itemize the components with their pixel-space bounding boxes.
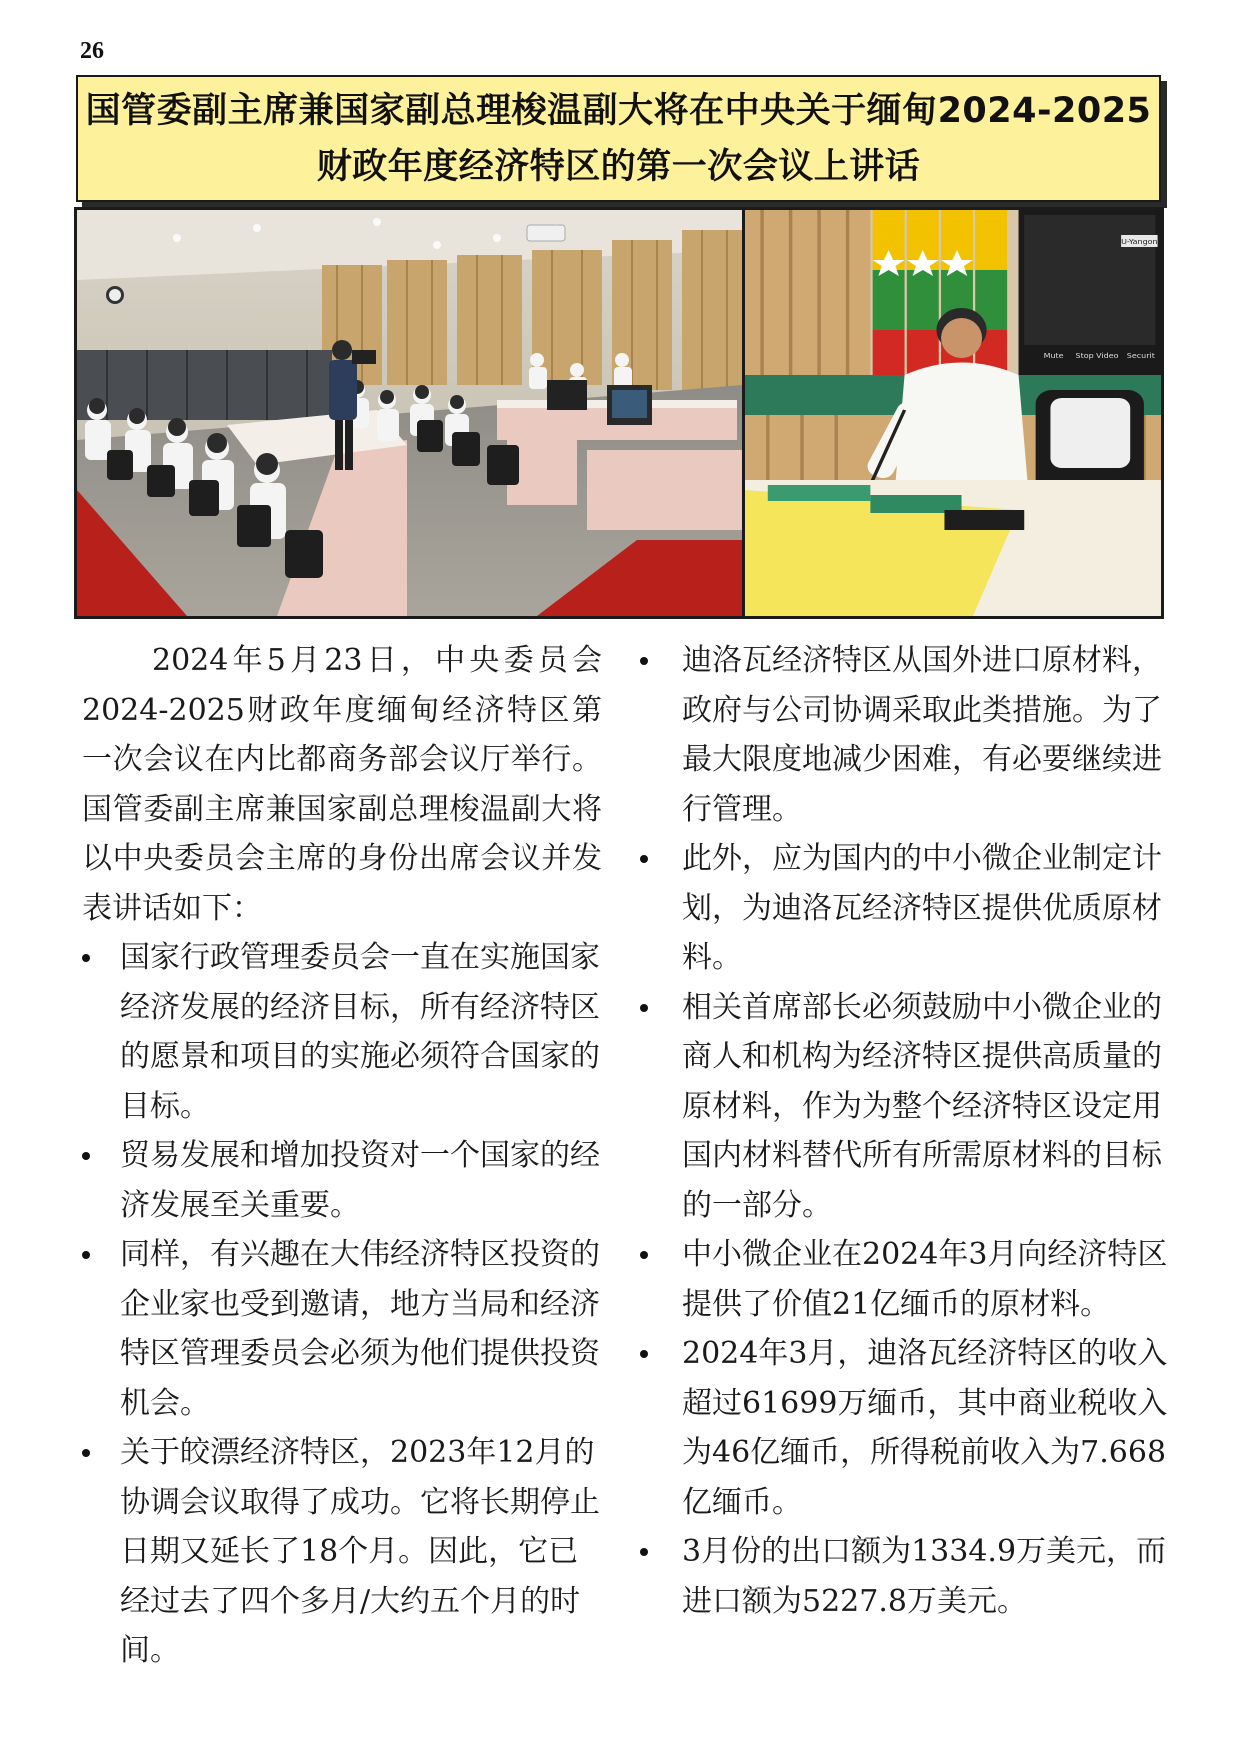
right-bullet-list xyxy=(640,636,1170,1626)
page-number: 26 xyxy=(80,38,104,64)
screen-label-stop-video: Stop Video xyxy=(1075,351,1119,360)
speaker-photo xyxy=(745,210,1161,616)
list-item xyxy=(640,636,1170,834)
bullet-dot-icon xyxy=(640,1548,648,1556)
left-column xyxy=(82,636,602,1676)
bullet-dot-icon xyxy=(82,1449,90,1457)
list-item xyxy=(82,1428,602,1676)
title-line-1: 国管委副主席兼国家副总理梭温副大将在中央关于缅甸2024-2025 xyxy=(85,90,1152,131)
list-item-text: 贸易发展和增加投资对一个国家的经济发展至关重要。 xyxy=(120,1138,600,1223)
bullet-dot-icon xyxy=(640,855,648,863)
list-item xyxy=(640,834,1170,983)
list-item xyxy=(640,1329,1170,1527)
bullet-dot-icon xyxy=(640,1350,648,1358)
list-item-text: 3月份的出口额为1334.9万美元，而进口额为5227.8万美元。 xyxy=(682,1534,1167,1619)
list-item-text: 同样，有兴趣在大伟经济特区投资的企业家也受到邀请，地方当局和经济特区管理委员会必须为他们提供投资机会。 xyxy=(120,1237,600,1421)
list-item xyxy=(640,1230,1170,1329)
list-item-text: 迪洛瓦经济特区从国外进口原材料，政府与公司协调采取此类措施。为了最大限度地减少困难，有必要继续进行管理。 xyxy=(682,643,1162,827)
list-item-text: 国家行政管理委员会一直在实施国家经济发展的经济目标，所有经济特区的愿景和项目的实施必须符合国家的目标。 xyxy=(120,940,600,1124)
screen-label-mute: Mute xyxy=(1043,351,1064,360)
list-item-text: 关于皎漂经济特区，2023年12月的协调会议取得了成功。它将长期停止日期又延长了18个月。因此，它已经过去了四个多月/大约五个月的时间。 xyxy=(120,1435,600,1668)
meeting-hall-photo xyxy=(77,210,742,616)
bullet-dot-icon xyxy=(640,657,648,665)
bullet-dot-icon xyxy=(82,1251,90,1259)
bullet-dot-icon xyxy=(82,1152,90,1160)
list-item xyxy=(640,983,1170,1231)
list-item-text: 此外，应为国内的中小微企业制定计划，为迪洛瓦经济特区提供优质原材料。 xyxy=(682,841,1162,975)
list-item-text: 中小微企业在2024年3月向经济特区提供了价值21亿缅币的原材料。 xyxy=(682,1237,1168,1322)
left-bullet-list xyxy=(82,933,602,1676)
list-item xyxy=(82,933,602,1131)
right-column xyxy=(640,636,1170,1626)
title-line-2: 财政年度经济特区的第一次会议上讲话 xyxy=(316,146,921,187)
list-item-text: 相关首席部长必须鼓励中小微企业的商人和机构为经济特区提供高质量的原材料，作为为整个经济特区设定用国内材料替代所有所需原材料的目标的一部分。 xyxy=(682,989,1162,1223)
bullet-dot-icon xyxy=(82,954,90,962)
list-item xyxy=(640,1527,1170,1626)
list-item xyxy=(82,1230,602,1428)
screen-label-security: Securit xyxy=(1126,351,1155,360)
bullet-dot-icon xyxy=(640,1004,648,1012)
intro-paragraph: 2024年5月23日，中央委员会2024-2025财政年度缅甸经济特区第一次会议在内比都商务部会议厅举行。国管委副主席兼国家副总理梭温副大将以中央委员会主席的身份出席会议并发表讲话如下： xyxy=(82,643,602,926)
list-item xyxy=(82,1131,602,1230)
article-title-box xyxy=(76,75,1161,202)
bullet-dot-icon xyxy=(640,1251,648,1259)
photo-strip xyxy=(74,207,1164,619)
screen-tag: U-Yangon xyxy=(1121,237,1158,246)
list-item-text: 2024年3月，迪洛瓦经济特区的收入超过61699万缅币，其中商业税收入为46亿缅币，所得税前收入为7.668亿缅币。 xyxy=(682,1336,1168,1520)
